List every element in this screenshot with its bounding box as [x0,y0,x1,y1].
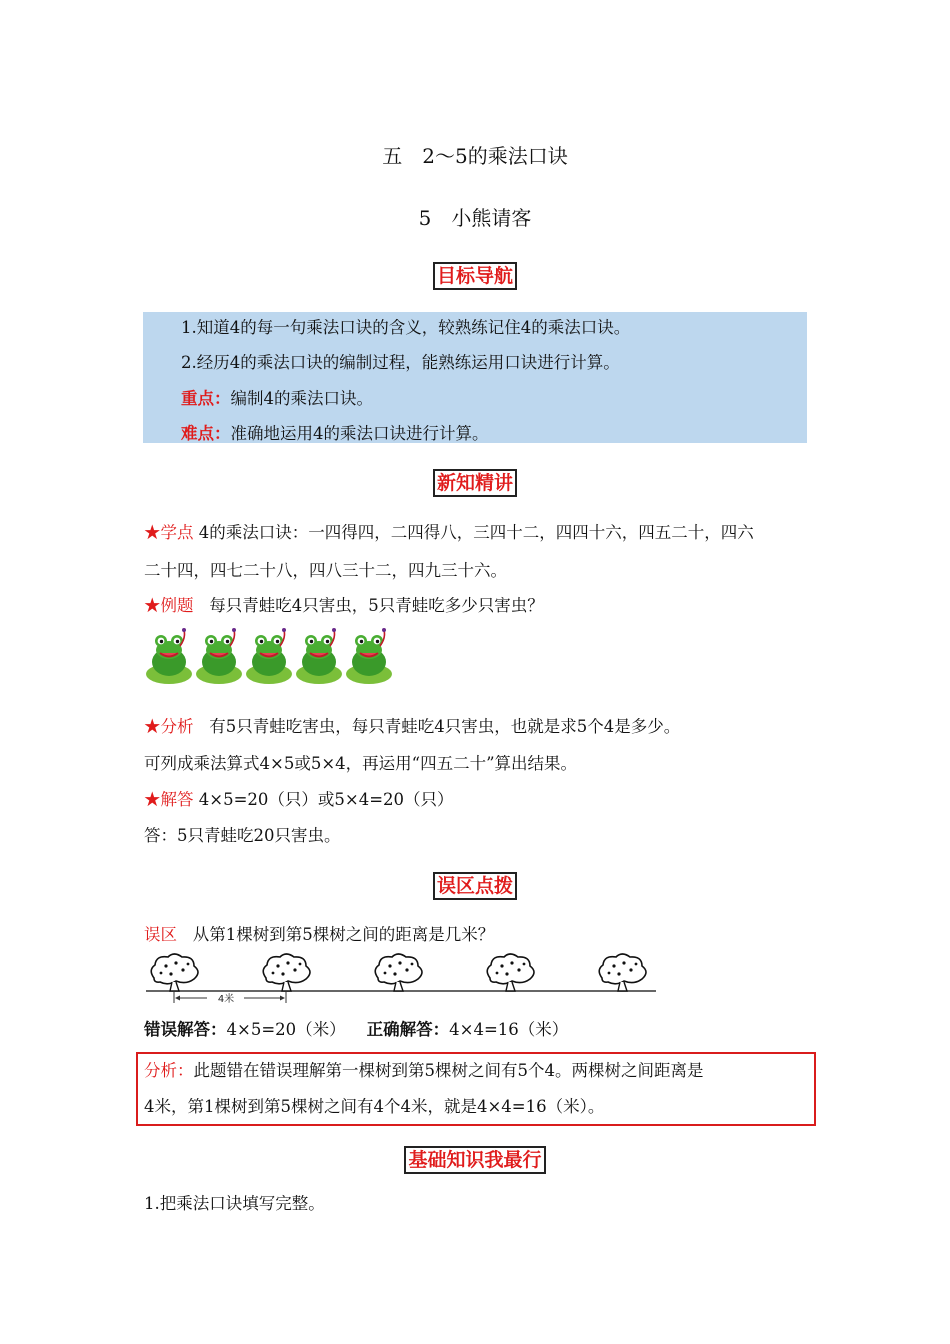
key-point-label: 重点： [181,389,231,408]
trees-illustration [144,952,658,1004]
mistakes-heading-wrap [0,872,950,900]
frog-icon-4 [296,628,342,684]
goal-item-2: 2.经历4的乘法口诀的编制过程，能熟练运用口诀进行计算。 [181,353,620,372]
goals-heading-wrap [0,262,950,290]
mistake-label: 误区 [144,925,177,944]
new-knowledge-heading: 新知精讲 [433,469,517,497]
learning-point-line2: 二十四，四七二十八，四八三十二，四九三十六。 [144,561,507,580]
correct-label: 正确解答： [366,1020,450,1039]
basics-item-1: 1.把乘法口诀填写完整。 [144,1194,325,1213]
goal-key-point [181,389,373,409]
frog-icon-3 [246,628,292,684]
analysis-text-1: 有5只青蛙吃害虫，每只青蛙吃4只害虫，也就是求5个4是多少。 [209,717,681,736]
correct-text: 4×4=16（米） [449,1020,569,1039]
unit-title: 五 2～5的乘法口诀 [382,144,568,168]
learning-point-label: ★学点 [144,523,194,542]
mistakes-heading: 误区点拨 [433,872,517,900]
mistake-analysis-line1 [144,1061,704,1081]
mistake-analysis-text-1: 此题错在错误理解第一棵树到第5棵树之间有5个4。两棵树之间距离是 [193,1061,704,1080]
learning-point-text: 4的乘法口诀：一四得四，二四得八，三四十二，四四十六，四五二十，四六 [198,523,754,542]
tree-icon-2 [263,954,310,991]
basics-heading: 基础知识我最行 [404,1146,545,1174]
analysis-line2: 可列成乘法算式4×5或5×4，再运用“四五二十”算出结果。 [144,754,578,773]
goal-difficult-point [181,424,489,444]
wrong-text: 4×5=20（米） [226,1020,346,1039]
analysis-label: ★分析 [144,717,194,736]
tree-icon-1 [151,954,198,991]
mistake-question-line [144,925,494,945]
answers-line [144,1020,568,1040]
mistake-question: 从第1棵树到第5棵树之间的距离是几米？ [192,925,495,944]
mistake-analysis-label: 分析： [144,1061,194,1080]
difficult-point-label: 难点： [181,424,231,443]
basics-heading-wrap [0,1146,950,1174]
goal-item-1: 1.知道4的每一句乘法口诀的含义，较熟练记住4的乘法口诀。 [181,318,631,337]
new-knowledge-heading-wrap [0,469,950,497]
frog-icon-2 [196,628,242,684]
key-point-text: 编制4的乘法口诀。 [230,389,373,408]
wrong-label: 错误解答： [144,1020,227,1039]
difficult-point-text: 准确地运用4的乘法口诀进行计算。 [230,424,489,443]
goals-heading: 目标导航 [433,262,517,290]
tree-icon-5 [599,954,646,991]
answer-text: 4×5=20（只）或5×4=20（只） [198,790,454,809]
distance-label: 4米 [217,994,235,1004]
analysis-line1 [144,717,680,737]
mistake-analysis-line2: 4米，第1棵树到第5棵树之间有4个4米，就是4×4=16（米）。 [144,1097,605,1116]
example-label: ★例题 [144,596,194,615]
tree-icon-4 [487,954,534,991]
tree-icon-3 [375,954,422,991]
learning-point-line1 [144,523,754,543]
frogs-illustration [146,626,396,688]
frog-icon-5 [346,628,392,684]
example-line [144,596,544,616]
answer-label: ★解答 [144,790,194,809]
final-answer: 答：5只青蛙吃20只害虫。 [144,826,341,845]
lesson-title: 5 小熊请客 [418,206,532,230]
example-text: 每只青蛙吃4只害虫，5只青蛙吃多少只害虫？ [209,596,544,615]
answer-line [144,790,454,810]
frog-icon-1 [146,628,192,684]
